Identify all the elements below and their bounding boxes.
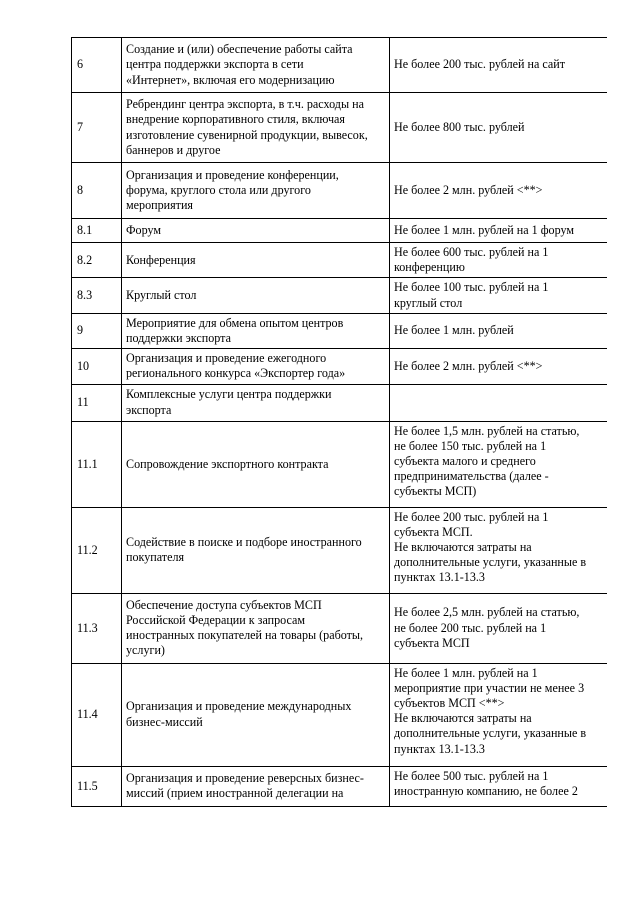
row-number: 9 xyxy=(72,313,122,348)
service-line: миссий (прием иностранной делегации на xyxy=(126,786,344,801)
cost-line: субъекта МСП. xyxy=(394,524,473,539)
cost-limit xyxy=(390,663,608,766)
service-line: центра поддержки экспорта в сети xyxy=(126,57,304,72)
cost-line: Не более 1 млн. рублей на 1 форум xyxy=(394,222,575,237)
cost-line: не более 150 тыс. рублей на 1 xyxy=(394,438,547,453)
service-line: иностранных покупателей на товары (работы, xyxy=(126,628,364,643)
cost-limit xyxy=(390,507,608,593)
cost-line: Не более 200 тыс. рублей на 1 xyxy=(394,509,549,524)
service-name xyxy=(122,93,390,163)
service-line: услуги) xyxy=(126,643,165,658)
row-number: 11.3 xyxy=(72,593,122,663)
cost-line: мероприятие при участии не менее 3 xyxy=(394,680,585,695)
service-name xyxy=(122,384,390,421)
cost-limit xyxy=(390,163,608,219)
cost-line: Не более 1 млн. рублей xyxy=(394,323,514,338)
cost-limit xyxy=(390,384,608,421)
row-number: 11.1 xyxy=(72,421,122,507)
cost-line: предпринимательства (далее - xyxy=(394,469,549,484)
row-number: 8.3 xyxy=(72,278,122,313)
service-line: Содействие в поиске и подборе иностранного xyxy=(126,534,362,549)
cost-limit xyxy=(390,93,608,163)
service-name xyxy=(122,163,390,219)
service-name xyxy=(122,278,390,313)
service-name xyxy=(122,507,390,593)
cost-line: дополнительные услуги, указанные в xyxy=(394,726,587,741)
cost-line: Не более 600 тыс. рублей на 1 xyxy=(394,245,549,259)
table-row xyxy=(72,243,608,278)
table-row xyxy=(72,593,608,663)
table-row xyxy=(72,766,608,806)
service-line: Круглый стол xyxy=(126,288,197,302)
cost-line: субъекта малого и среднего xyxy=(394,454,536,469)
cost-line: пунктах 13.1-13.3 xyxy=(394,741,485,756)
service-line: Обеспечение доступа субъектов МСП xyxy=(126,597,322,612)
service-name xyxy=(122,593,390,663)
cost-limit xyxy=(390,766,608,806)
cost-line: круглый стол xyxy=(394,295,463,310)
cost-line: дополнительные услуги, указанные в xyxy=(394,555,587,570)
service-line: бизнес-миссий xyxy=(126,714,203,729)
service-name xyxy=(122,349,390,384)
service-line: баннеров и другое xyxy=(126,142,221,157)
service-name xyxy=(122,38,390,93)
cost-limit xyxy=(390,349,608,384)
services-cost-table xyxy=(71,37,607,807)
row-number: 11.4 xyxy=(72,663,122,766)
cost-line: субъектов МСП <**> xyxy=(394,696,505,711)
cost-line: Не более 1,5 млн. рублей на статью, xyxy=(394,423,580,438)
cost-line: конференцию xyxy=(394,260,465,275)
cost-line: Не более 800 тыс. рублей xyxy=(394,119,525,134)
service-line: поддержки экспорта xyxy=(126,331,231,346)
cost-line: пунктах 13.1-13.3 xyxy=(394,570,485,585)
service-name xyxy=(122,663,390,766)
cost-limit xyxy=(390,421,608,507)
table-row xyxy=(72,278,608,313)
cost-limit xyxy=(390,219,608,243)
row-number: 11 xyxy=(72,384,122,421)
table-row xyxy=(72,38,608,93)
service-line: Организация и проведение ежегодного xyxy=(126,351,327,366)
service-name xyxy=(122,313,390,348)
row-number: 8.2 xyxy=(72,243,122,278)
cost-line: Не более 500 тыс. рублей на 1 xyxy=(394,768,549,783)
cost-line: Не более 2 млн. рублей <**> xyxy=(394,182,543,197)
table-row xyxy=(72,421,608,507)
service-line: мероприятия xyxy=(126,198,193,213)
table-row xyxy=(72,163,608,219)
service-line: «Интернет», включая его модернизацию xyxy=(126,72,335,87)
cost-limit xyxy=(390,278,608,313)
service-line: изготовление сувенирной продукции, вывесок, xyxy=(126,127,368,142)
service-line: Мероприятие для обмена опытом центров xyxy=(126,315,344,330)
cost-line: Не включаются затраты на xyxy=(394,711,532,726)
cost-line: субъекты МСП) xyxy=(394,484,477,499)
row-number: 11.2 xyxy=(72,507,122,593)
service-line: форума, круглого стола или другого xyxy=(126,182,311,197)
cost-line: не более 200 тыс. рублей на 1 xyxy=(394,620,547,635)
row-number: 11.5 xyxy=(72,766,122,806)
service-line: Сопровождение экспортного контракта xyxy=(126,456,329,471)
cost-line: Не более 200 тыс. рублей на сайт xyxy=(394,57,565,72)
service-name xyxy=(122,766,390,806)
cost-line: Не включаются затраты на xyxy=(394,540,532,555)
table-row xyxy=(72,313,608,348)
service-line: Организация и проведение международных xyxy=(126,699,352,714)
cost-line: субъекта МСП xyxy=(394,635,470,650)
cost-limit xyxy=(390,593,608,663)
service-line: Организация и проведение конференции, xyxy=(126,167,339,182)
service-line: Ребрендинг центра экспорта, в т.ч. расходы на xyxy=(126,97,364,112)
service-name xyxy=(122,219,390,243)
row-number: 8 xyxy=(72,163,122,219)
table-row xyxy=(72,219,608,243)
cost-line: Не более 2,5 млн. рублей на статью, xyxy=(394,605,580,620)
service-line: покупателя xyxy=(126,550,185,565)
row-number: 7 xyxy=(72,93,122,163)
service-line: Организация и проведение реверсных бизнес- xyxy=(126,770,364,785)
cost-line: Не более 2 млн. рублей <**> xyxy=(394,358,543,373)
service-line: Российской Федерации к запросам xyxy=(126,612,306,627)
table-row xyxy=(72,349,608,384)
table-row xyxy=(72,663,608,766)
document-page xyxy=(71,37,607,855)
cost-line: иностранную компанию, не более 2 xyxy=(394,783,578,798)
service-line: Форум xyxy=(126,222,162,237)
row-number: 10 xyxy=(72,349,122,384)
cost-limit xyxy=(390,243,608,278)
service-line: экспорта xyxy=(126,402,172,417)
cost-line: Не более 100 тыс. рублей на 1 xyxy=(394,280,549,295)
service-name xyxy=(122,421,390,507)
cost-line: Не более 1 млн. рублей на 1 xyxy=(394,665,538,680)
service-line: регионального конкурса «Экспортер года» xyxy=(126,366,346,381)
service-line: внедрение корпоративного стиля, включая xyxy=(126,112,345,127)
row-number: 8.1 xyxy=(72,219,122,243)
service-name xyxy=(122,243,390,278)
service-line: Конференция xyxy=(126,252,196,267)
table-row xyxy=(72,384,608,421)
table-row xyxy=(72,93,608,163)
row-number: 6 xyxy=(72,38,122,93)
cost-limit xyxy=(390,313,608,348)
cost-limit xyxy=(390,38,608,93)
service-line: Создание и (или) обеспечение работы сайта xyxy=(126,42,353,57)
service-line: Комплексные услуги центра поддержки xyxy=(126,387,332,402)
table-row xyxy=(72,507,608,593)
